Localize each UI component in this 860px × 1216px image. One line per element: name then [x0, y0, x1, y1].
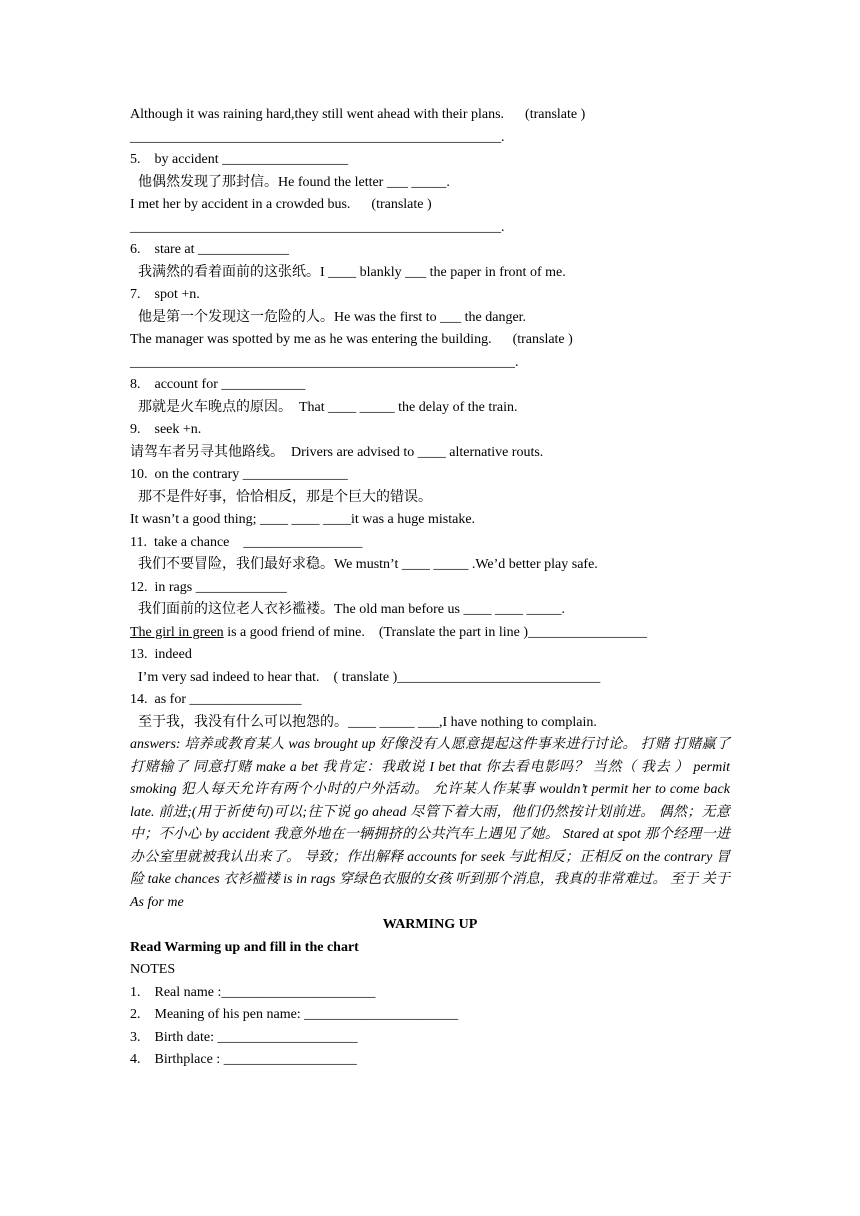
text-line-rest: is a good friend of mine. (Translate the part in line )_________________ [223, 624, 647, 640]
text-line: 我们不要冒险，我们最好求稳。We mustn’t ____ _____ .We’d better play safe. [138, 557, 598, 572]
item-heading: 8. account for ____________ [130, 377, 306, 392]
text-line: Although it was raining hard,they still went ahead with their plans. (translate ) [130, 107, 586, 122]
item-heading: 11. take a chance _________________ [130, 534, 363, 550]
answer-blank-line: _____________________________________________________. [130, 219, 505, 235]
item-heading: 14. as for ________________ [130, 692, 302, 707]
instruction: Read Warming up and fill in the chart [130, 939, 359, 955]
item-heading: 6. stare at _____________ [130, 242, 290, 257]
item-heading: 12. in rags _____________ [130, 579, 287, 595]
section-title: WARMING UP [382, 917, 478, 932]
text-line: 那不是件好事，恰恰相反，那是个巨大的错误。 [138, 489, 432, 505]
item-heading: 5. by accident __________________ [130, 152, 349, 167]
text-line: It wasn’t a good thing; ____ ____ ____it was a huge mistake. [130, 512, 476, 527]
answer-blank-line: _____________________________________________________. [130, 129, 505, 145]
notes-item: 2. Meaning of his pen name: ______________________ [130, 1007, 459, 1022]
notes-label: NOTES [130, 962, 176, 977]
text-line: 至于我，我没有什么可以抱怨的。____ _____ ___,I have nothing to complain. [138, 714, 597, 730]
text-line: 他偶然发现了那封信。He found the letter ___ _____. [138, 174, 450, 190]
notes-item: 4. Birthplace : ___________________ [130, 1052, 357, 1067]
text-line [130, 622, 730, 645]
text-line: 他是第一个发现这一危险的人。He was the first to ___ the danger. [138, 309, 527, 325]
text-line: 我满然的看着面前的这张纸。I ____ blankly ___ the paper in front of me. [138, 264, 566, 280]
item-heading: 9. seek +n. [130, 422, 202, 437]
underlined-phrase: The girl in green [130, 624, 224, 640]
notes-item: 1. Real name :______________________ [130, 984, 376, 1000]
worksheet-content [130, 104, 730, 1072]
item-heading: 7. spot +n. [130, 287, 200, 302]
text-line: 那就是火车晚点的原因。 That ____ _____ the delay of the train. [138, 399, 518, 415]
text-line: 我们面前的这位老人衣衫褴褛。The old man before us ____ ____ _____. [138, 602, 565, 617]
answers-paragraph: answers: 培养或教育某人 was brought up 好像没有人愿意提起这件事来进行讨论。 打赌 打赌赢了 打赌输了 同意打赌 make a bet 我肯定：我敢说 I bet that 你去看电影吗？ 当然（ 我去 ） permit smoking 犯人每天允许有两个小时的户外活动。 允许某人作某事 wouldn’t permit her to come back late. 前进;(用于祈使句)可以;往下说 go ahead 尽管下着大雨，他们仍然按计划前进。 偶然；无意中；不小心 by accident 我意外地在一辆拥挤的公共汽车上遇见了她。 Stared at spot 那个经理一进办公室里就被我认出来了。 导致；作出解释 accounts for seek 与此相反；正相反 on the contrary 冒险 take chances 衣衫褴褛 is in rags 穿绿色衣服的女孩 听到那个消息，我真的非常难过。 至于 关于 As for me [130, 737, 730, 910]
text-line: The manager was spotted by me as he was entering the building. (translate ) [130, 332, 573, 347]
text-line: I met her by accident in a crowded bus. (translate ) [130, 197, 432, 212]
text-line: 请驾车者另寻其他路线。 Drivers are advised to ____ alternative routs. [130, 444, 544, 460]
notes-item: 3. Birth date: ____________________ [130, 1029, 358, 1045]
text-line: I’m very sad indeed to hear that. ( translate )_____________________________ [138, 669, 601, 685]
item-heading: 13. indeed [130, 647, 192, 662]
item-heading: 10. on the contrary _______________ [130, 467, 348, 482]
answer-blank-line: _______________________________________________________. [130, 354, 519, 370]
